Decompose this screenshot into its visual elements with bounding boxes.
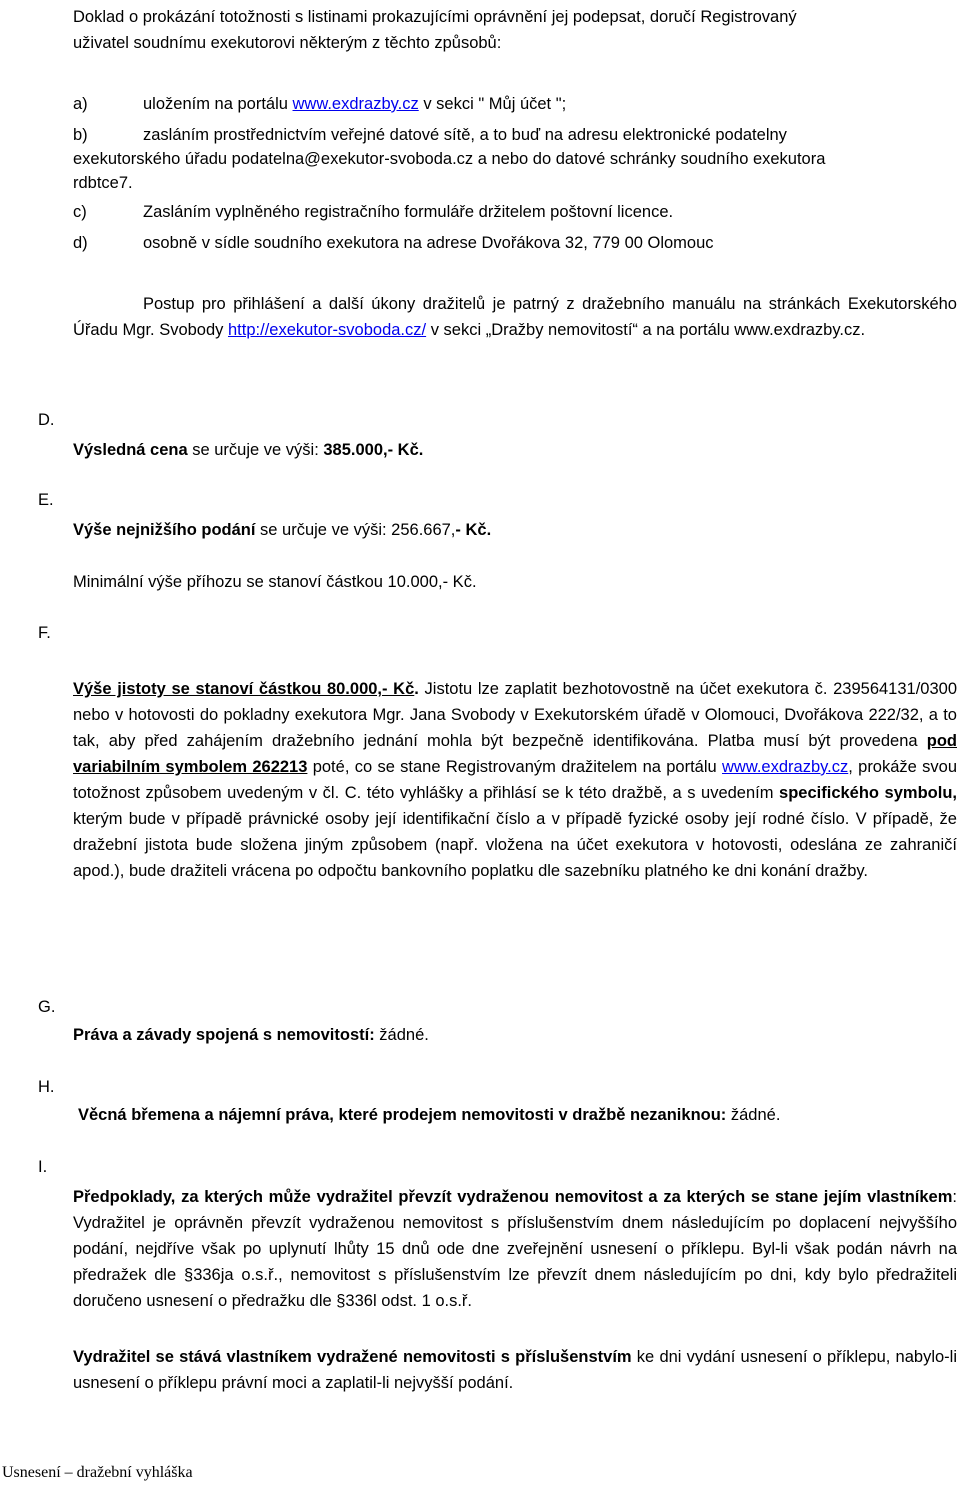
- exekutor-svoboda-link[interactable]: http://exekutor-svoboda.cz/: [228, 321, 427, 339]
- item-a-pre: uložením na portálu: [143, 95, 293, 113]
- postup-pre: Postup pro přihlášení a další úkony dražitelů je patrný z dražebního manuálu na stránkách Exekutorského Úřadu Mgr. Svobody: [73, 295, 957, 339]
- section-e-min-text: Minimální výše příhozu se stanoví částkou 10.000,- Kč.: [73, 573, 477, 591]
- section-f-paragraph: [73, 676, 957, 884]
- intro-line-2: uživatel soudnímu exekutorovi některým z těchto způsobů:: [73, 34, 502, 52]
- section-e-bold: Výše nejnižšího podání: [73, 521, 256, 539]
- section-f-text-3: , prokáže svou totožnost způsobem uvedeným v čl. C. této vyhlášky a přihlásí se k této dražbě, a s uvedením: [73, 758, 957, 802]
- item-c-label: c): [73, 203, 87, 221]
- item-c: [73, 201, 673, 223]
- section-d-mid: se určuje ve výši:: [187, 441, 324, 459]
- section-f-variabilni-symbol: pod variabilním symbolem 262213: [73, 732, 957, 776]
- section-i-text-2: ke dni vydání usnesení o příklepu, nabylo-li usnesení o příklepu právní moci a zaplatil-li nejvyšší podání.: [73, 1348, 957, 1392]
- intro-line-1: Doklad o prokázání totožnosti s listinami prokazujícími oprávnění jej podepsat, doručí Registrovaný: [73, 8, 797, 26]
- section-i-bold-2: Vydražitel se stává vlastníkem vydražené nemovitosti s příslušenstvím: [73, 1348, 632, 1366]
- section-e-value: - Kč.: [455, 521, 492, 539]
- section-i-label: I.: [38, 1158, 48, 1176]
- section-i-paragraph-1: [73, 1184, 957, 1314]
- section-d-label: D.: [38, 411, 55, 429]
- section-f-label: F.: [38, 624, 51, 642]
- item-a-label: a): [73, 95, 88, 113]
- item-d-label: d): [73, 234, 88, 252]
- item-d: [73, 232, 714, 254]
- section-g-bold: Práva a závady spojená s nemovitostí:: [73, 1026, 375, 1044]
- section-d-bold: Výsledná cena: [73, 441, 188, 459]
- section-h-bold: Věcná břemena a nájemní práva, které prodejem nemovitosti v dražbě nezaniknou:: [78, 1106, 727, 1124]
- section-g-label: G.: [38, 998, 56, 1016]
- section-f-exdrazby-link[interactable]: www.exdrazby.cz: [722, 758, 849, 776]
- section-i-bold-1: Předpoklady, za kterých může vydražitel převzít vydraženou nemovitost a za kterých se stane jejím vlastníkem: [73, 1188, 953, 1206]
- section-g-text: [73, 1024, 429, 1046]
- item-b-line-2: exekutorského úřadu podatelna@exekutor-svoboda.cz a nebo do datové schránky soudního exekutora: [73, 150, 826, 168]
- section-f-text-4: kterým bude v případě právnické osoby její identifikační číslo a v případě fyzické osoby její rodné číslo. V případě, že dražební jistota bude složena jiným způsobem (např. vložena na účet exekutora v hotovosti, odeslána ze zahraničí apod.), bude dražiteli vrácena po odpočtu bankovního poplatku dle sazebníku platného ke dni konání dražby.: [73, 810, 957, 880]
- exdrazby-link[interactable]: www.exdrazby.cz: [292, 95, 419, 113]
- section-f-text-1: Jistotu lze zaplatit bezhotovostně na účet exekutora č. 239564131/0300 nebo v hotovosti do pokladny exekutora Mgr. Jana Svobody v Exekutorském úřadě v Olomouci, Dvořákova 222/32, a to tak, aby před zahájením dražebního jednání mohla být bezpečně identifikována. Platba musí být provedena: [73, 680, 957, 750]
- section-i-text-1: : Vydražitel je oprávněn převzít vydraženou nemovitost s příslušenstvím dnem následujícím po doplacení nejvyššího podání, nejdříve však po uplynutí lhůty 15 dnů ode dne zveřejnění usnesení o příklepu. Byl-li však podán návrh na předražek dle §336ja o.s.ř., nemovitost s příslušenstvím lze převzít dnem následujícím po dni, kdy bylo předražiteli doručeno usnesení o předražku dle §336l odst. 1 o.s.ř.: [73, 1188, 957, 1310]
- item-b-line-1: [73, 124, 787, 146]
- item-b-line-3: rdbtce7.: [73, 174, 133, 192]
- item-a-post: v sekci " Můj účet ";: [418, 95, 567, 113]
- postup-post: v sekci „Dražby nemovitostí“ a na portálu www.exdrazby.cz.: [426, 321, 866, 339]
- section-h-text: [78, 1104, 780, 1126]
- item-c-text: Zasláním vyplněného registračního formuláře držitelem poštovní licence.: [143, 203, 674, 221]
- section-f-dot: .: [414, 680, 419, 698]
- section-e-label: E.: [38, 491, 54, 509]
- section-e-text: [73, 519, 491, 541]
- item-b-text-1: zasláním prostřednictvím veřejné datové sítě, a to buď na adresu elektronické podatelny: [143, 126, 787, 144]
- item-b-label: b): [73, 126, 88, 144]
- section-g-value: žádné.: [374, 1026, 429, 1044]
- section-f-specificky-symbol: specifického symbolu,: [779, 784, 957, 802]
- section-d-value: 385.000,- Kč.: [323, 441, 424, 459]
- page-footer: Usnesení – dražební vyhláška: [2, 1464, 193, 1481]
- section-i-paragraph-2: [73, 1344, 957, 1396]
- section-h-label: H.: [38, 1078, 55, 1096]
- section-e-mid: se určuje ve výši: 256.667,: [255, 521, 456, 539]
- section-h-value: žádné.: [726, 1106, 781, 1124]
- item-d-text: osobně v sídle soudního exekutora na adrese Dvořákova 32, 779 00 Olomouc: [143, 234, 714, 252]
- section-d-text: [73, 439, 423, 461]
- section-f-text-2: poté, co se stane Registrovaným dražitelem na portálu: [307, 758, 723, 776]
- item-a: [73, 93, 566, 115]
- section-f-jistota: Výše jistoty se stanoví částkou 80.000,- Kč: [73, 680, 415, 698]
- postup-paragraph: [73, 291, 957, 343]
